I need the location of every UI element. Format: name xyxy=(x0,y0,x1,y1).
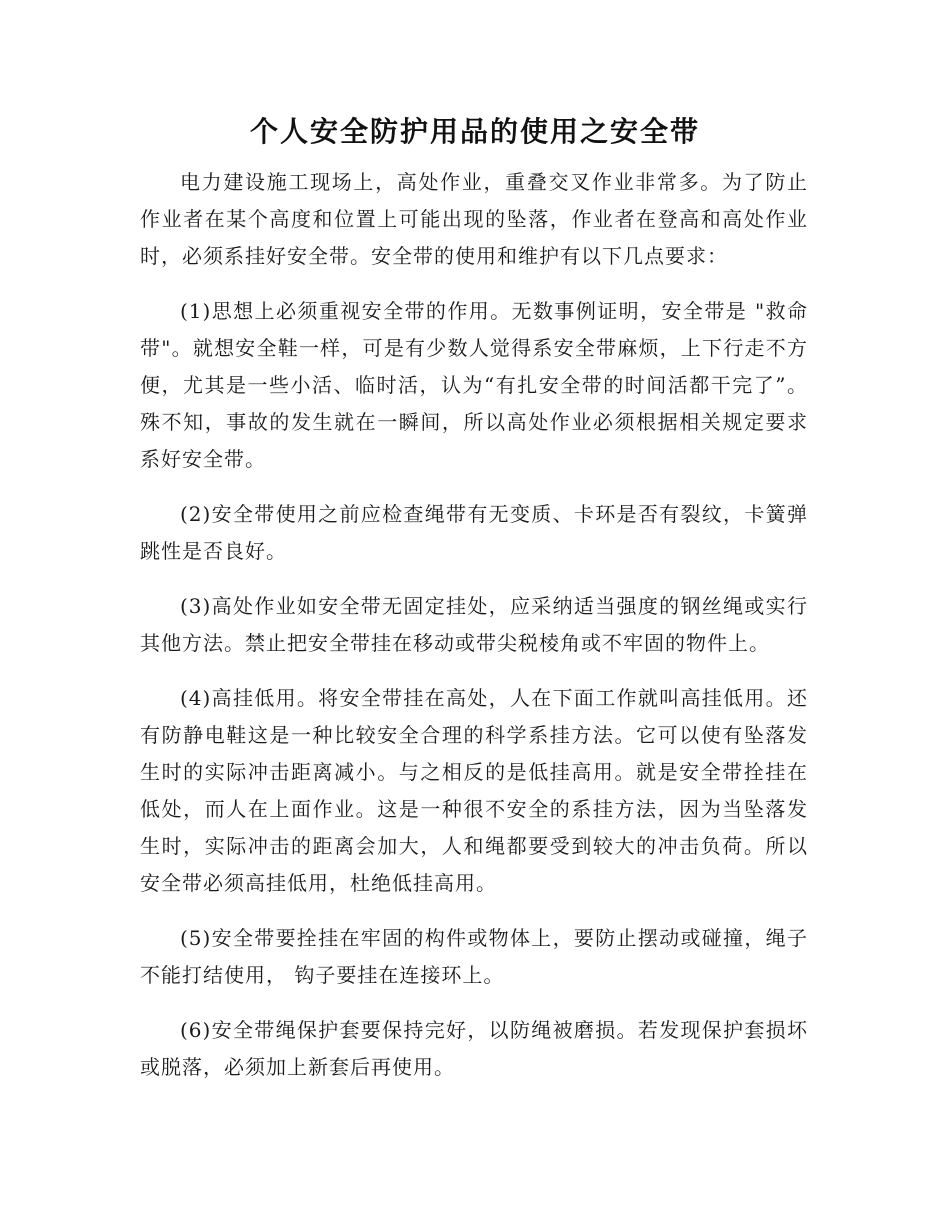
document-body xyxy=(140,164,808,1104)
paragraph-item-2: (2)安全带使用之前应检查绳带有无变质、卡环是否有裂纹，卡簧弹跳性是否良好。 xyxy=(140,502,808,563)
paragraph-item-3: (3)高处作业如安全带无固定挂处，应采纳适当强度的钢丝绳或实行其他方法。禁止把安全带挂在移动或带尖税棱角或不牢固的物件上。 xyxy=(140,594,808,655)
paragraph-item-6: (6)安全带绳保护套要保持完好，以防绳被磨损。若发现保护套损坏或脱落，必须加上新套后再使用。 xyxy=(140,1018,808,1079)
paragraph-item-1: (1)思想上必须重视安全带的作用。无数事例证明，安全带是 "救命带"。就想安全鞋一样，可是有少数人觉得系安全带麻烦，上下行走不方便，尤其是一些小活、临时活，认为“有扎安全带的时间活都干完了”。殊不知，事故的发生就在一瞬间，所以高处作业必须根据相关规定要求系好安全带。 xyxy=(140,299,808,471)
paragraph-item-5: (5)安全带要拴挂在牢固的构件或物体上，要防止摆动或碰撞，绳子不能打结使用， 钩子要挂在连接环上。 xyxy=(140,926,808,987)
document-title: 个人安全防护用品的使用之安全带 xyxy=(249,115,700,148)
paragraph-intro: 电力建设施工现场上，高处作业，重叠交叉作业非常多。为了防止作业者在某个高度和位置上可能出现的坠落，作业者在登高和高处作业时，必须系挂好安全带。安全带的使用和维护有以下几点要求： xyxy=(140,170,808,268)
paragraph-item-4: (4)高挂低用。将安全带挂在高处，人在下面工作就叫高挂低用。还有防静电鞋这是一种比较安全合理的科学系挂方法。它可以使有坠落发生时的实际冲击距离减小。与之相反的是低挂高用。就是安全带拴挂在低处，而人在上面作业。这是一种很不安全的系挂方法，因为当坠落发生时，实际冲击的距离会加大，人和绳都要受到较大的冲击负荷。所以安全带必须高挂低用，杜绝低挂高用。 xyxy=(140,686,808,895)
